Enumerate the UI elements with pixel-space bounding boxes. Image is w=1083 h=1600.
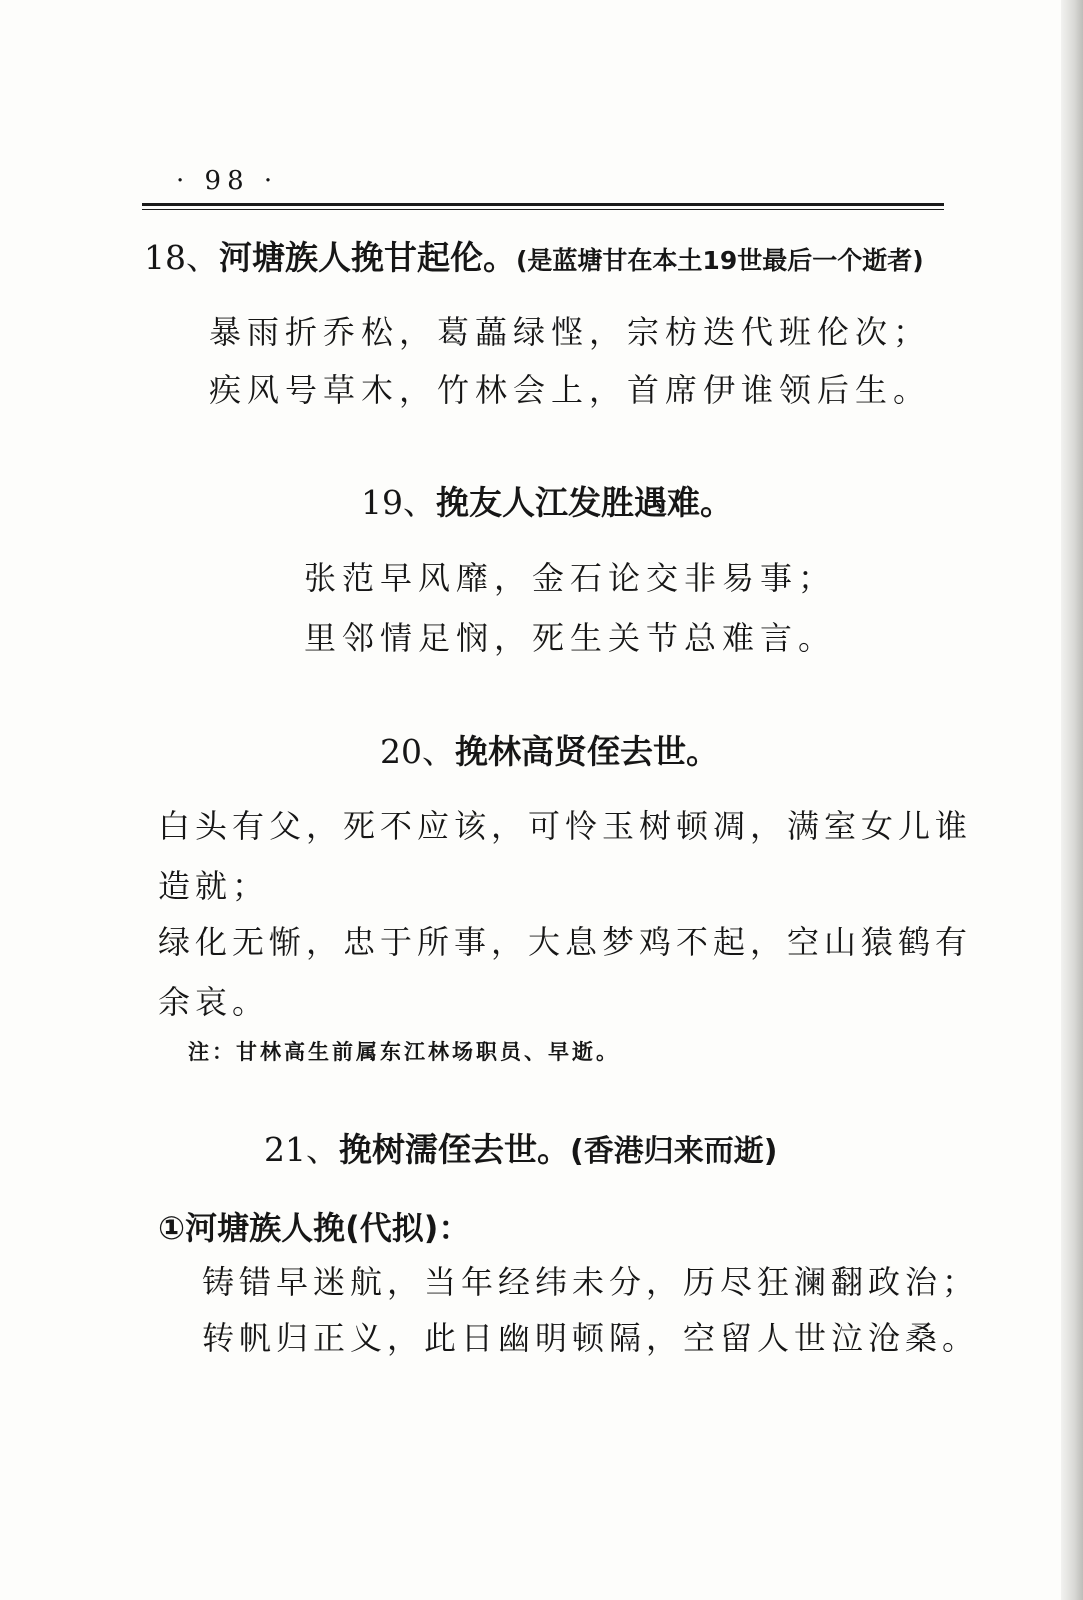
section-20-number: 20、 bbox=[380, 732, 455, 771]
section-19-heading bbox=[361, 483, 733, 523]
section-18-line-1: 暴雨折乔松，葛藟绿悭，宗枋迭代班伦次； bbox=[209, 313, 932, 351]
section-21-number: 21、 bbox=[264, 1130, 339, 1169]
section-20-heading bbox=[380, 732, 719, 772]
page-edge bbox=[1061, 0, 1083, 1600]
section-18-number: 18、 bbox=[144, 238, 219, 277]
section-20-line-2: 绿化无惭，忠于所事，大息梦鸡不起，空山猿鹤有 bbox=[158, 923, 973, 961]
section-21-sub-label: ①河塘族人挽(代拟)： bbox=[158, 1209, 471, 1247]
section-20-footnote: 注：甘林高生前属东江林场职员、早逝。 bbox=[188, 1039, 620, 1064]
header-rule-thin bbox=[142, 209, 944, 210]
section-21-line-1: 铸错早迷航，当年经纬未分，历尽狂澜翻政治； bbox=[202, 1263, 980, 1301]
section-18-heading bbox=[144, 238, 924, 281]
section-21-line-2: 转帆归正义，此日幽明顿隔，空留人世泣沧桑。 bbox=[202, 1319, 980, 1357]
section-19-line-1: 张范早风靡，金石论交非易事； bbox=[304, 559, 837, 597]
section-20-line-1-cont: 造就； bbox=[158, 867, 270, 905]
section-18-note: (是蓝塘甘在本土19世最后一个逝者) bbox=[516, 246, 924, 275]
section-18-title: 河塘族人挽甘起伦。 bbox=[219, 238, 516, 277]
section-18-line-2: 疾风号草木，竹林会上，首席伊谁领后生。 bbox=[209, 371, 932, 409]
section-20-line-2-cont: 余哀。 bbox=[158, 983, 270, 1021]
page-number: · 98 · bbox=[176, 166, 279, 196]
section-21-note: (香港归来而逝) bbox=[570, 1134, 778, 1169]
section-19-title: 挽友人江发胜遇难。 bbox=[436, 483, 733, 522]
section-19-number: 19、 bbox=[361, 483, 436, 522]
section-21-heading bbox=[264, 1130, 777, 1172]
section-20-line-1: 白头有父，死不应该，可怜玉树顿凋，满室女儿谁 bbox=[158, 807, 973, 845]
section-21-title: 挽树濡侄去世。 bbox=[339, 1130, 570, 1169]
header-rule-thick bbox=[142, 203, 944, 206]
section-19-line-2: 里邻情足悯，死生关节总难言。 bbox=[304, 619, 837, 657]
section-20-title: 挽林高贤侄去世。 bbox=[455, 732, 719, 771]
